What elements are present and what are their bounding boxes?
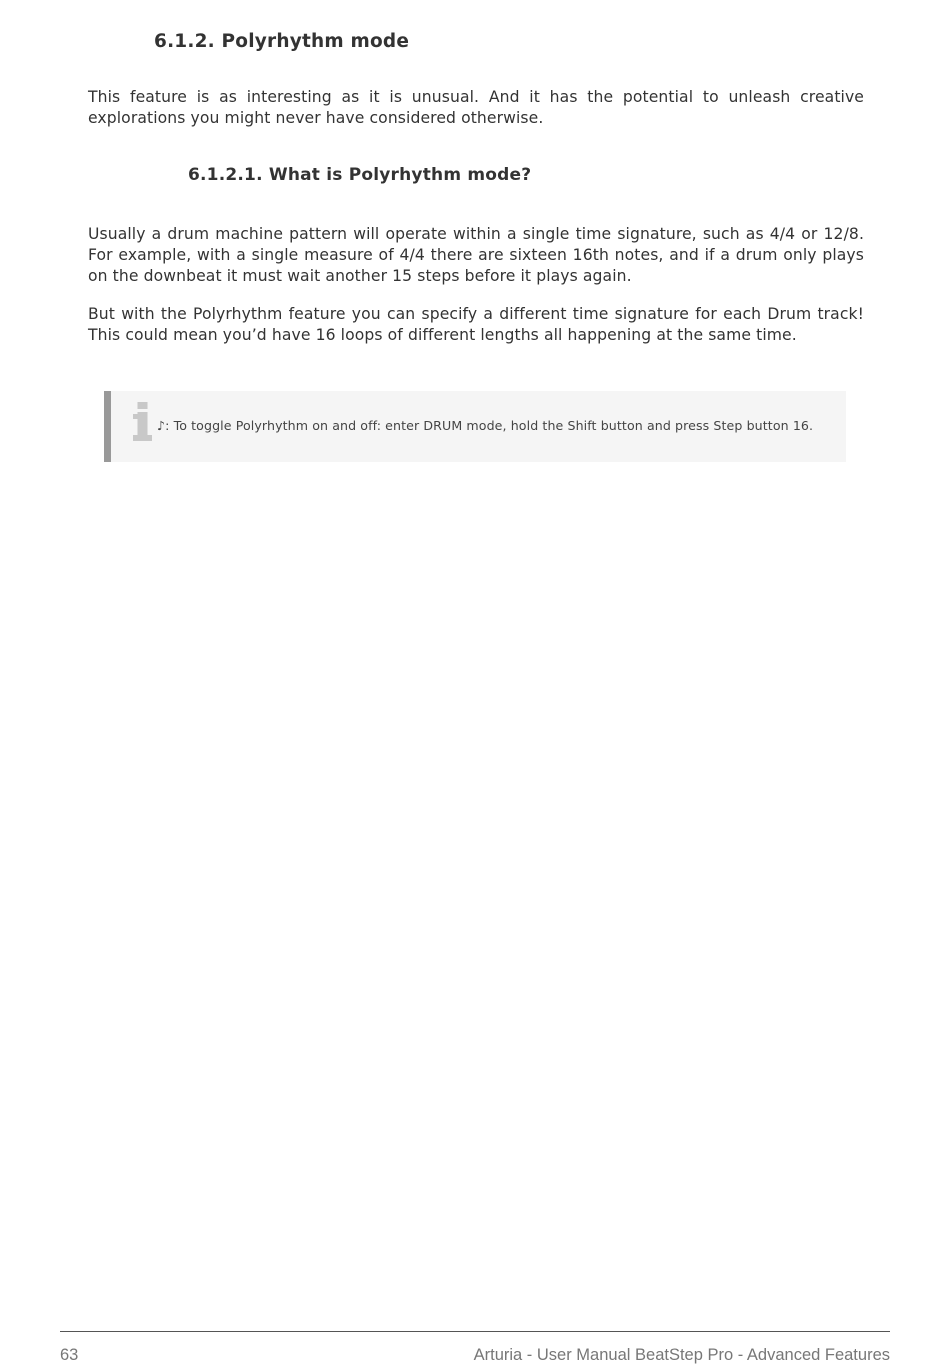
info-note xyxy=(104,391,846,462)
info-icon xyxy=(133,402,153,442)
note-text: ♪: To toggle Polyrhythm on and off: enter DRUM mode, hold the Shift button and press Step button 16. xyxy=(157,418,814,433)
intro-paragraph: This feature is as interesting as it is unusual. And it has the potential to unleash creative explorations you might never have considered otherwise. xyxy=(88,88,864,127)
body-paragraph: But with the Polyrhythm feature you can specify a different time signature for each Drum track! This could mean you’d have 16 loops of different lengths all happening at the same time. xyxy=(88,305,864,344)
running-title: Arturia - User Manual BeatStep Pro - Advanced Features xyxy=(473,1346,890,1364)
body-paragraph: Usually a drum machine pattern will operate within a single time signature, such as 4/4 or 12/8. For example, with a single measure of 4/4 there are sixteen 16th notes, and if a drum only plays on the downbeat it must wait another 15 steps before it plays again. xyxy=(88,225,864,285)
section-heading: 6.1.2. Polyrhythm mode xyxy=(154,31,410,52)
footer-divider xyxy=(60,1331,890,1332)
page-number: 63 xyxy=(60,1346,79,1364)
subsection-heading: 6.1.2.1. What is Polyrhythm mode? xyxy=(188,165,532,185)
